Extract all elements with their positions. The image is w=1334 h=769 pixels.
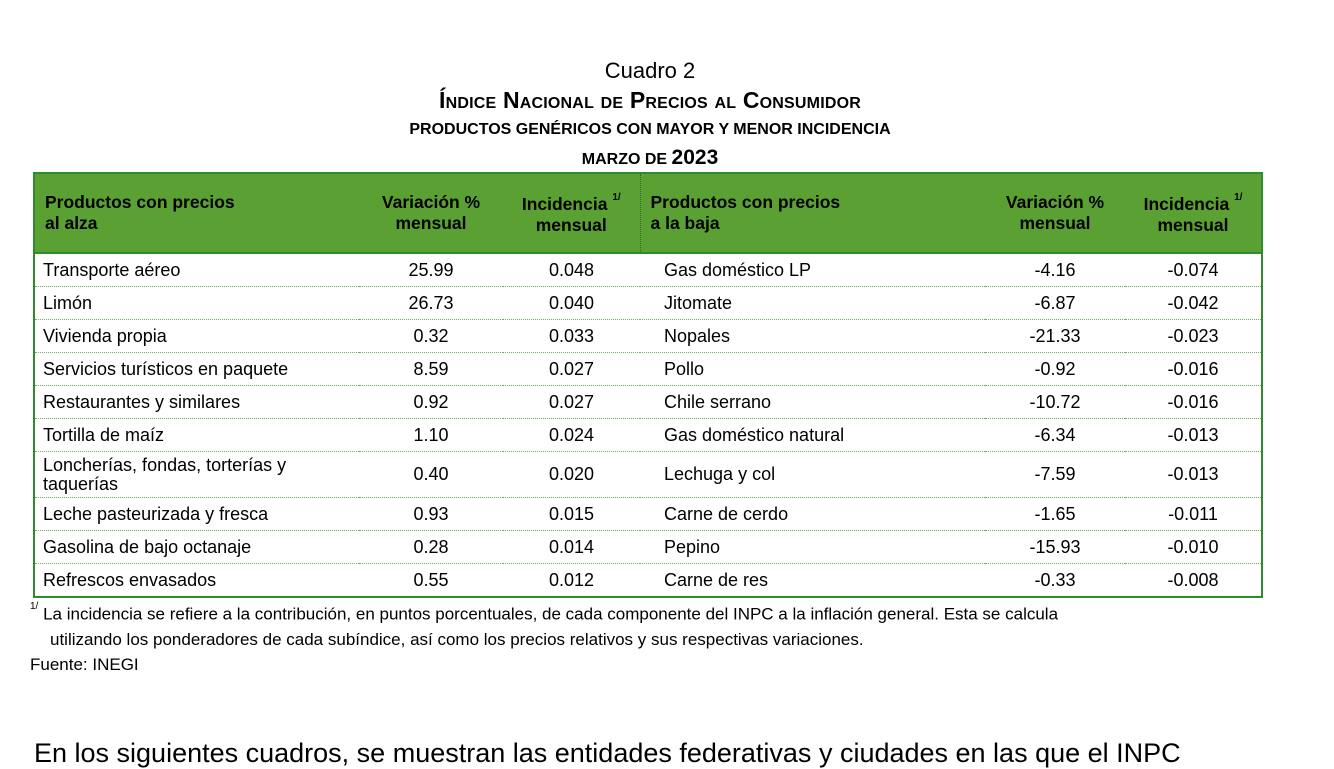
down-variation-cell: -4.16 xyxy=(985,253,1125,287)
down-variation-cell: -10.72 xyxy=(985,386,1125,419)
header-down-variation: Variación % mensual xyxy=(985,173,1125,253)
table-row xyxy=(34,287,1262,320)
down-product-cell: Carne de cerdo xyxy=(640,498,985,531)
up-variation-cell: 0.55 xyxy=(413,569,449,590)
period-year: 2023 xyxy=(671,146,719,169)
down-incidence-cell: -0.008 xyxy=(1167,569,1219,590)
table-header-row xyxy=(34,173,1262,253)
down-incidence-cell: -0.013 xyxy=(1125,419,1262,452)
up-variation-cell: 25.99 xyxy=(359,253,503,287)
up-incidence-cell: 0.012 xyxy=(548,569,595,590)
header-up-products: Productos con precios al alza xyxy=(34,173,359,253)
up-variation-cell: 0.40 xyxy=(359,452,503,498)
up-product-cell: Gasolina de bajo octanaje xyxy=(34,531,359,564)
up-variation-cell: 1.10 xyxy=(359,419,503,452)
down-incidence-cell: -0.011 xyxy=(1125,498,1262,531)
table-subtitle: PRODUCTOS GENÉRICOS CON MAYOR Y MENOR INCIDENCIA xyxy=(409,121,891,138)
table-row xyxy=(34,353,1262,386)
down-product-cell: Pollo xyxy=(640,353,985,386)
table-row xyxy=(34,386,1262,419)
down-incidence-cell: -0.074 xyxy=(1125,253,1262,287)
body-paragraph: En los siguientes cuadros, se muestran las entidades federativas y ciudades en las que el INPC xyxy=(34,738,1181,768)
source-note: Fuente: INEGI xyxy=(30,655,139,674)
table-row xyxy=(34,531,1262,564)
down-product-cell: Pepino xyxy=(640,531,985,564)
table-row xyxy=(34,253,1262,287)
table-row xyxy=(34,452,1262,498)
down-incidence-cell: -0.010 xyxy=(1125,531,1262,564)
down-product-cell: Chile serrano xyxy=(640,386,985,419)
up-incidence-cell: 0.040 xyxy=(503,287,640,320)
down-variation-cell: -0.33 xyxy=(1034,569,1076,590)
footnote-line-1: La incidencia se refiere a la contribución, en puntos porcentuales, de cada componente del INPC a la inflación general. Esta se calcula xyxy=(43,604,1059,624)
down-incidence-cell: -0.013 xyxy=(1125,452,1262,498)
up-variation-cell: 0.28 xyxy=(359,531,503,564)
up-incidence-cell: 0.024 xyxy=(503,419,640,452)
footnote-line-2: utilizando los ponderadores de cada subíndice, así como los precios relativos y sus respectivas variaciones. xyxy=(50,629,864,649)
table-row xyxy=(34,320,1262,353)
up-product-cell: Loncherías, fondas, torterías y taquerías xyxy=(34,452,359,498)
down-product-cell: Gas doméstico LP xyxy=(640,253,985,287)
header-up-variation: Variación % mensual xyxy=(359,173,503,253)
up-variation-cell: 0.93 xyxy=(359,498,503,531)
down-incidence-cell: -0.023 xyxy=(1125,320,1262,353)
table-number: Cuadro 2 xyxy=(604,58,696,83)
footnote-marker: 1/ xyxy=(30,601,39,612)
down-variation-cell: -21.33 xyxy=(985,320,1125,353)
up-product-cell: Servicios turísticos en paquete xyxy=(34,353,359,386)
table-row xyxy=(34,498,1262,531)
period-month: MARZO DE xyxy=(581,151,668,168)
down-variation-cell: -6.34 xyxy=(985,419,1125,452)
down-product-cell: Nopales xyxy=(640,320,985,353)
up-product-cell: Restaurantes y similares xyxy=(34,386,359,419)
up-variation-cell: 26.73 xyxy=(359,287,503,320)
up-incidence-cell: 0.015 xyxy=(503,498,640,531)
incidence-table xyxy=(33,172,1263,598)
up-incidence-cell: 0.020 xyxy=(503,452,640,498)
up-incidence-cell: 0.048 xyxy=(503,253,640,287)
down-variation-cell: -0.92 xyxy=(985,353,1125,386)
down-variation-cell: -6.87 xyxy=(985,287,1125,320)
down-incidence-cell: -0.016 xyxy=(1125,386,1262,419)
up-incidence-cell: 0.014 xyxy=(503,531,640,564)
table-row xyxy=(34,419,1262,452)
up-variation-cell: 0.92 xyxy=(359,386,503,419)
up-product-cell: Vivienda propia xyxy=(34,320,359,353)
down-product-cell: Carne de res xyxy=(664,569,769,590)
header-down-incidence: Incidencia $^{1/}$ mensual xyxy=(1125,173,1262,253)
table-period xyxy=(0,146,1300,170)
down-variation-cell: -7.59 xyxy=(985,452,1125,498)
up-product-cell: Refrescos envasados xyxy=(43,569,217,590)
table-title: Índice Nacional de Precios al Consumidor xyxy=(438,87,862,113)
down-incidence-cell: -0.042 xyxy=(1125,287,1262,320)
up-product-cell: Transporte aéreo xyxy=(34,253,359,287)
up-incidence-cell: 0.027 xyxy=(503,386,640,419)
up-product-cell: Leche pasteurizada y fresca xyxy=(34,498,359,531)
down-product-cell: Gas doméstico natural xyxy=(640,419,985,452)
down-variation-cell: -1.65 xyxy=(985,498,1125,531)
footnote xyxy=(30,598,1280,652)
up-product-cell: Limón xyxy=(34,287,359,320)
down-product-cell: Jitomate xyxy=(640,287,985,320)
up-incidence-cell: 0.027 xyxy=(503,353,640,386)
header-up-incidence: Incidencia $^{1/}$ mensual xyxy=(503,173,640,253)
down-variation-cell: -15.93 xyxy=(985,531,1125,564)
up-variation-cell: 8.59 xyxy=(359,353,503,386)
up-incidence-cell: 0.033 xyxy=(503,320,640,353)
down-product-cell: Lechuga y col xyxy=(640,452,985,498)
up-product-cell: Tortilla de maíz xyxy=(34,419,359,452)
up-variation-cell: 0.32 xyxy=(359,320,503,353)
down-incidence-cell: -0.016 xyxy=(1125,353,1262,386)
header-down-products: Productos con precios a la baja xyxy=(640,173,985,253)
table-row xyxy=(34,564,1262,598)
